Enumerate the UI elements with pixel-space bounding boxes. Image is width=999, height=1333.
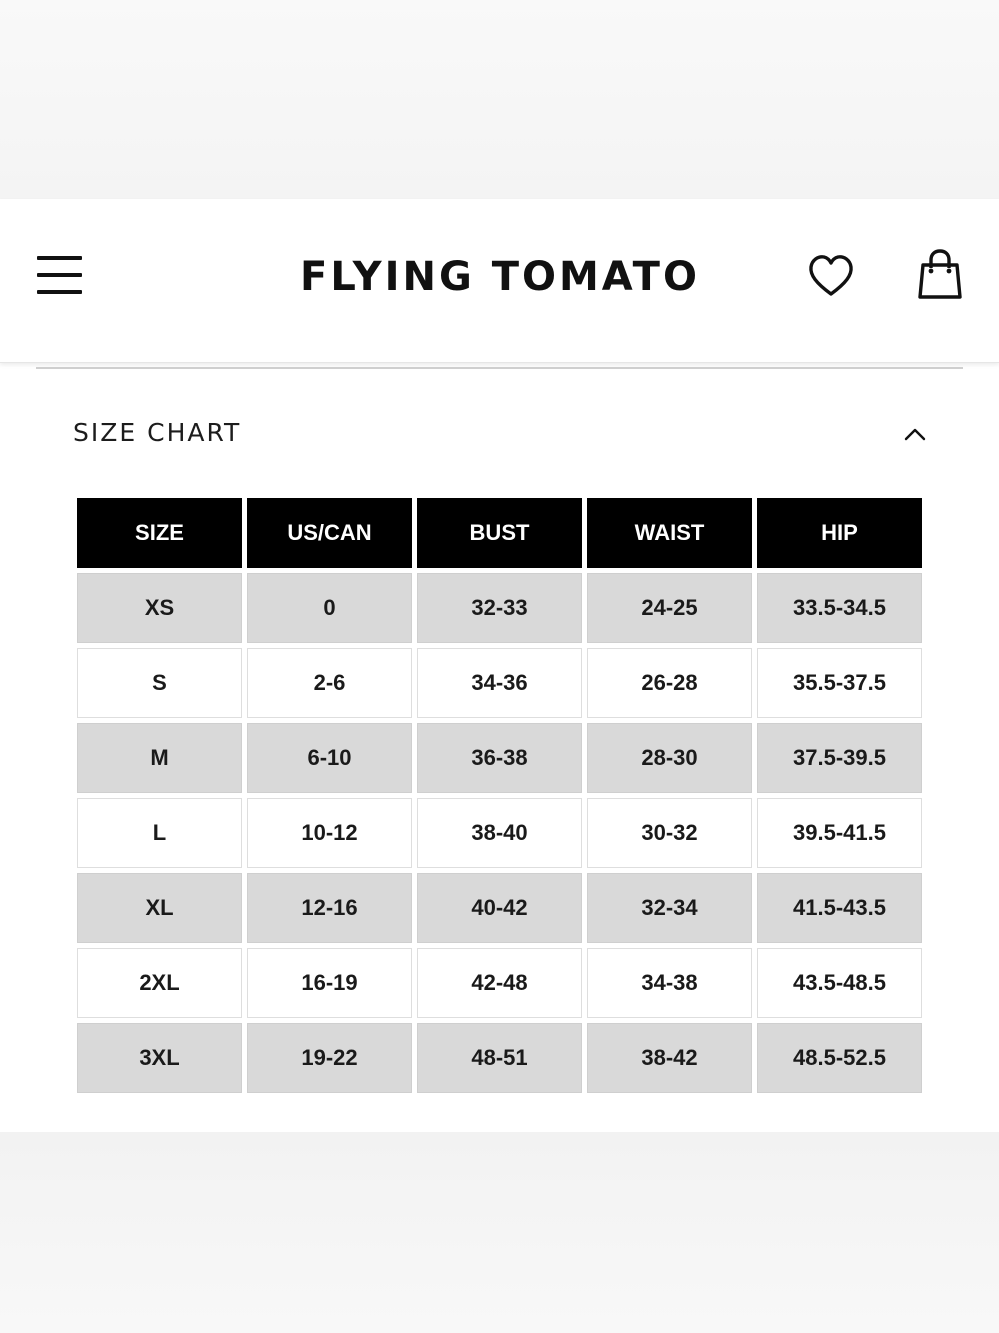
table-cell: 39.5-41.5 bbox=[757, 798, 922, 868]
table-cell: 42-48 bbox=[417, 948, 582, 1018]
column-header-size: SIZE bbox=[77, 498, 242, 568]
table-cell: M bbox=[77, 723, 242, 793]
table-cell: 36-38 bbox=[417, 723, 582, 793]
table-cell: 35.5-37.5 bbox=[757, 648, 922, 718]
table-cell: 32-34 bbox=[587, 873, 752, 943]
heart-icon bbox=[806, 251, 856, 301]
column-header-waist: WAIST bbox=[587, 498, 752, 568]
table-cell: 32-33 bbox=[417, 573, 582, 643]
table-cell: 2-6 bbox=[247, 648, 412, 718]
table-cell: 28-30 bbox=[587, 723, 752, 793]
table-cell: 40-42 bbox=[417, 873, 582, 943]
table-cell: 41.5-43.5 bbox=[757, 873, 922, 943]
table-cell: 30-32 bbox=[587, 798, 752, 868]
table-cell: 34-36 bbox=[417, 648, 582, 718]
table-cell: 43.5-48.5 bbox=[757, 948, 922, 1018]
table-cell: 38-42 bbox=[587, 1023, 752, 1093]
table-cell: 48.5-52.5 bbox=[757, 1023, 922, 1093]
size-chart-heading: SIZE CHART bbox=[73, 418, 242, 447]
column-header-us-can: US/CAN bbox=[247, 498, 412, 568]
table-cell: 34-38 bbox=[587, 948, 752, 1018]
table-cell: 12-16 bbox=[247, 873, 412, 943]
column-header-hip: HIP bbox=[757, 498, 922, 568]
table-cell: S bbox=[77, 648, 242, 718]
menu-button[interactable] bbox=[33, 253, 87, 297]
table-cell: XL bbox=[77, 873, 242, 943]
collapse-toggle-button[interactable] bbox=[898, 419, 932, 449]
table-cell: 10-12 bbox=[247, 798, 412, 868]
section-divider bbox=[36, 367, 963, 369]
brand-logo[interactable]: FLYING TOMATO bbox=[300, 254, 700, 300]
table-cell: 6-10 bbox=[247, 723, 412, 793]
table-cell: 33.5-34.5 bbox=[757, 573, 922, 643]
table-cell: 16-19 bbox=[247, 948, 412, 1018]
page-panel bbox=[0, 199, 999, 1132]
table-cell: 2XL bbox=[77, 948, 242, 1018]
column-header-bust: BUST bbox=[417, 498, 582, 568]
table-cell: 38-40 bbox=[417, 798, 582, 868]
bottom-background bbox=[0, 1132, 999, 1333]
table-cell: 3XL bbox=[77, 1023, 242, 1093]
table-cell: 24-25 bbox=[587, 573, 752, 643]
size-chart-table bbox=[72, 493, 927, 1099]
site-header bbox=[0, 199, 999, 363]
table-cell: 37.5-39.5 bbox=[757, 723, 922, 793]
table-cell: 48-51 bbox=[417, 1023, 582, 1093]
shopping-bag-button[interactable] bbox=[914, 248, 966, 302]
table-cell: 19-22 bbox=[247, 1023, 412, 1093]
wishlist-button[interactable] bbox=[806, 251, 856, 301]
table-cell: 26-28 bbox=[587, 648, 752, 718]
table-cell: L bbox=[77, 798, 242, 868]
shopping-bag-icon bbox=[914, 248, 966, 302]
table-cell: 0 bbox=[247, 573, 412, 643]
top-background bbox=[0, 0, 999, 199]
chevron-up-icon bbox=[898, 419, 932, 449]
table-cell: XS bbox=[77, 573, 242, 643]
